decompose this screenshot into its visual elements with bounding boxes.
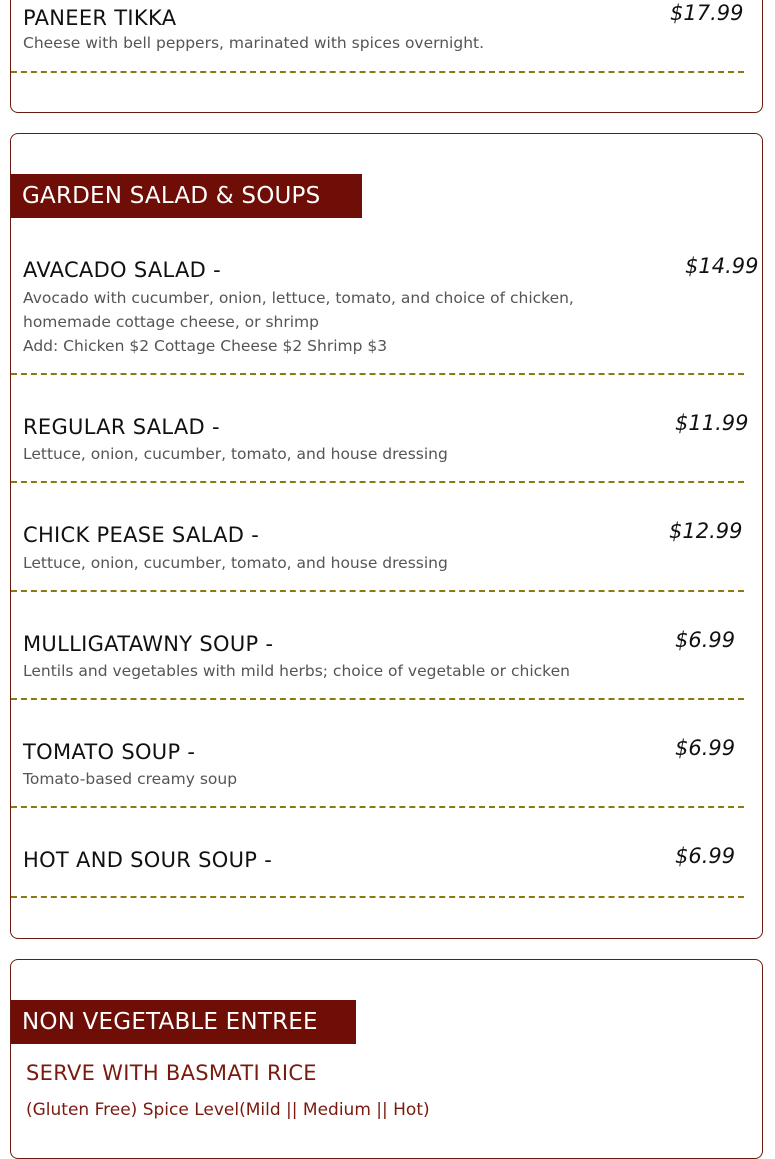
item-addons: Add: Chicken $2 Cottage Cheese $2 Shrimp $3 <box>23 337 388 355</box>
item-name: PANEER TIKKA <box>23 6 177 30</box>
item-price: $17.99 <box>670 1 744 25</box>
item-divider <box>11 373 744 375</box>
item-description: Cheese with bell peppers, marinated with spices overnight. <box>23 34 485 52</box>
item-price: $6.99 <box>675 628 736 652</box>
item-price: $6.99 <box>675 844 736 868</box>
item-price: $14.99 <box>685 254 759 278</box>
section-title: NON VEGETABLE ENTREE <box>11 1000 356 1044</box>
item-divider <box>11 481 744 483</box>
item-name: REGULAR SALAD - <box>23 415 220 439</box>
item-description: Avocado with cucumber, onion, lettuce, tomato, and choice of chicken, homemade cottage cheese, or shrimp <box>23 289 574 331</box>
item-price: $11.99 <box>675 411 749 435</box>
item-price: $6.99 <box>675 736 736 760</box>
item-name: CHICK PEASE SALAD - <box>23 523 260 547</box>
item-divider <box>11 896 744 898</box>
item-description: Lettuce, onion, cucumber, tomato, and house dressing <box>23 554 448 572</box>
item-name: TOMATO SOUP - <box>23 740 196 764</box>
item-description: Lettuce, onion, cucumber, tomato, and house dressing <box>23 445 448 463</box>
item-description: Tomato-based creamy soup <box>23 770 238 788</box>
item-divider <box>11 71 744 73</box>
section-title: GARDEN SALAD & SOUPS <box>11 174 362 218</box>
item-name: AVACADO SALAD - <box>23 258 222 282</box>
item-price: $12.99 <box>669 519 743 543</box>
spice-level-note: (Gluten Free) Spice Level(Mild || Medium || Hot) <box>26 1100 430 1120</box>
menu-card-garden-salad-soups <box>10 133 763 939</box>
menu-card-non-vegetable-entree <box>10 959 763 1159</box>
item-divider <box>11 806 744 808</box>
item-name: HOT AND SOUR SOUP - <box>23 848 273 872</box>
item-description: Lentils and vegetables with mild herbs; choice of vegetable or chicken <box>23 662 570 680</box>
serve-note: SERVE WITH BASMATI RICE <box>26 1061 317 1085</box>
item-name: MULLIGATAWNY SOUP - <box>23 632 274 656</box>
item-divider <box>11 590 744 592</box>
item-divider <box>11 698 744 700</box>
menu-card-top <box>10 0 763 113</box>
